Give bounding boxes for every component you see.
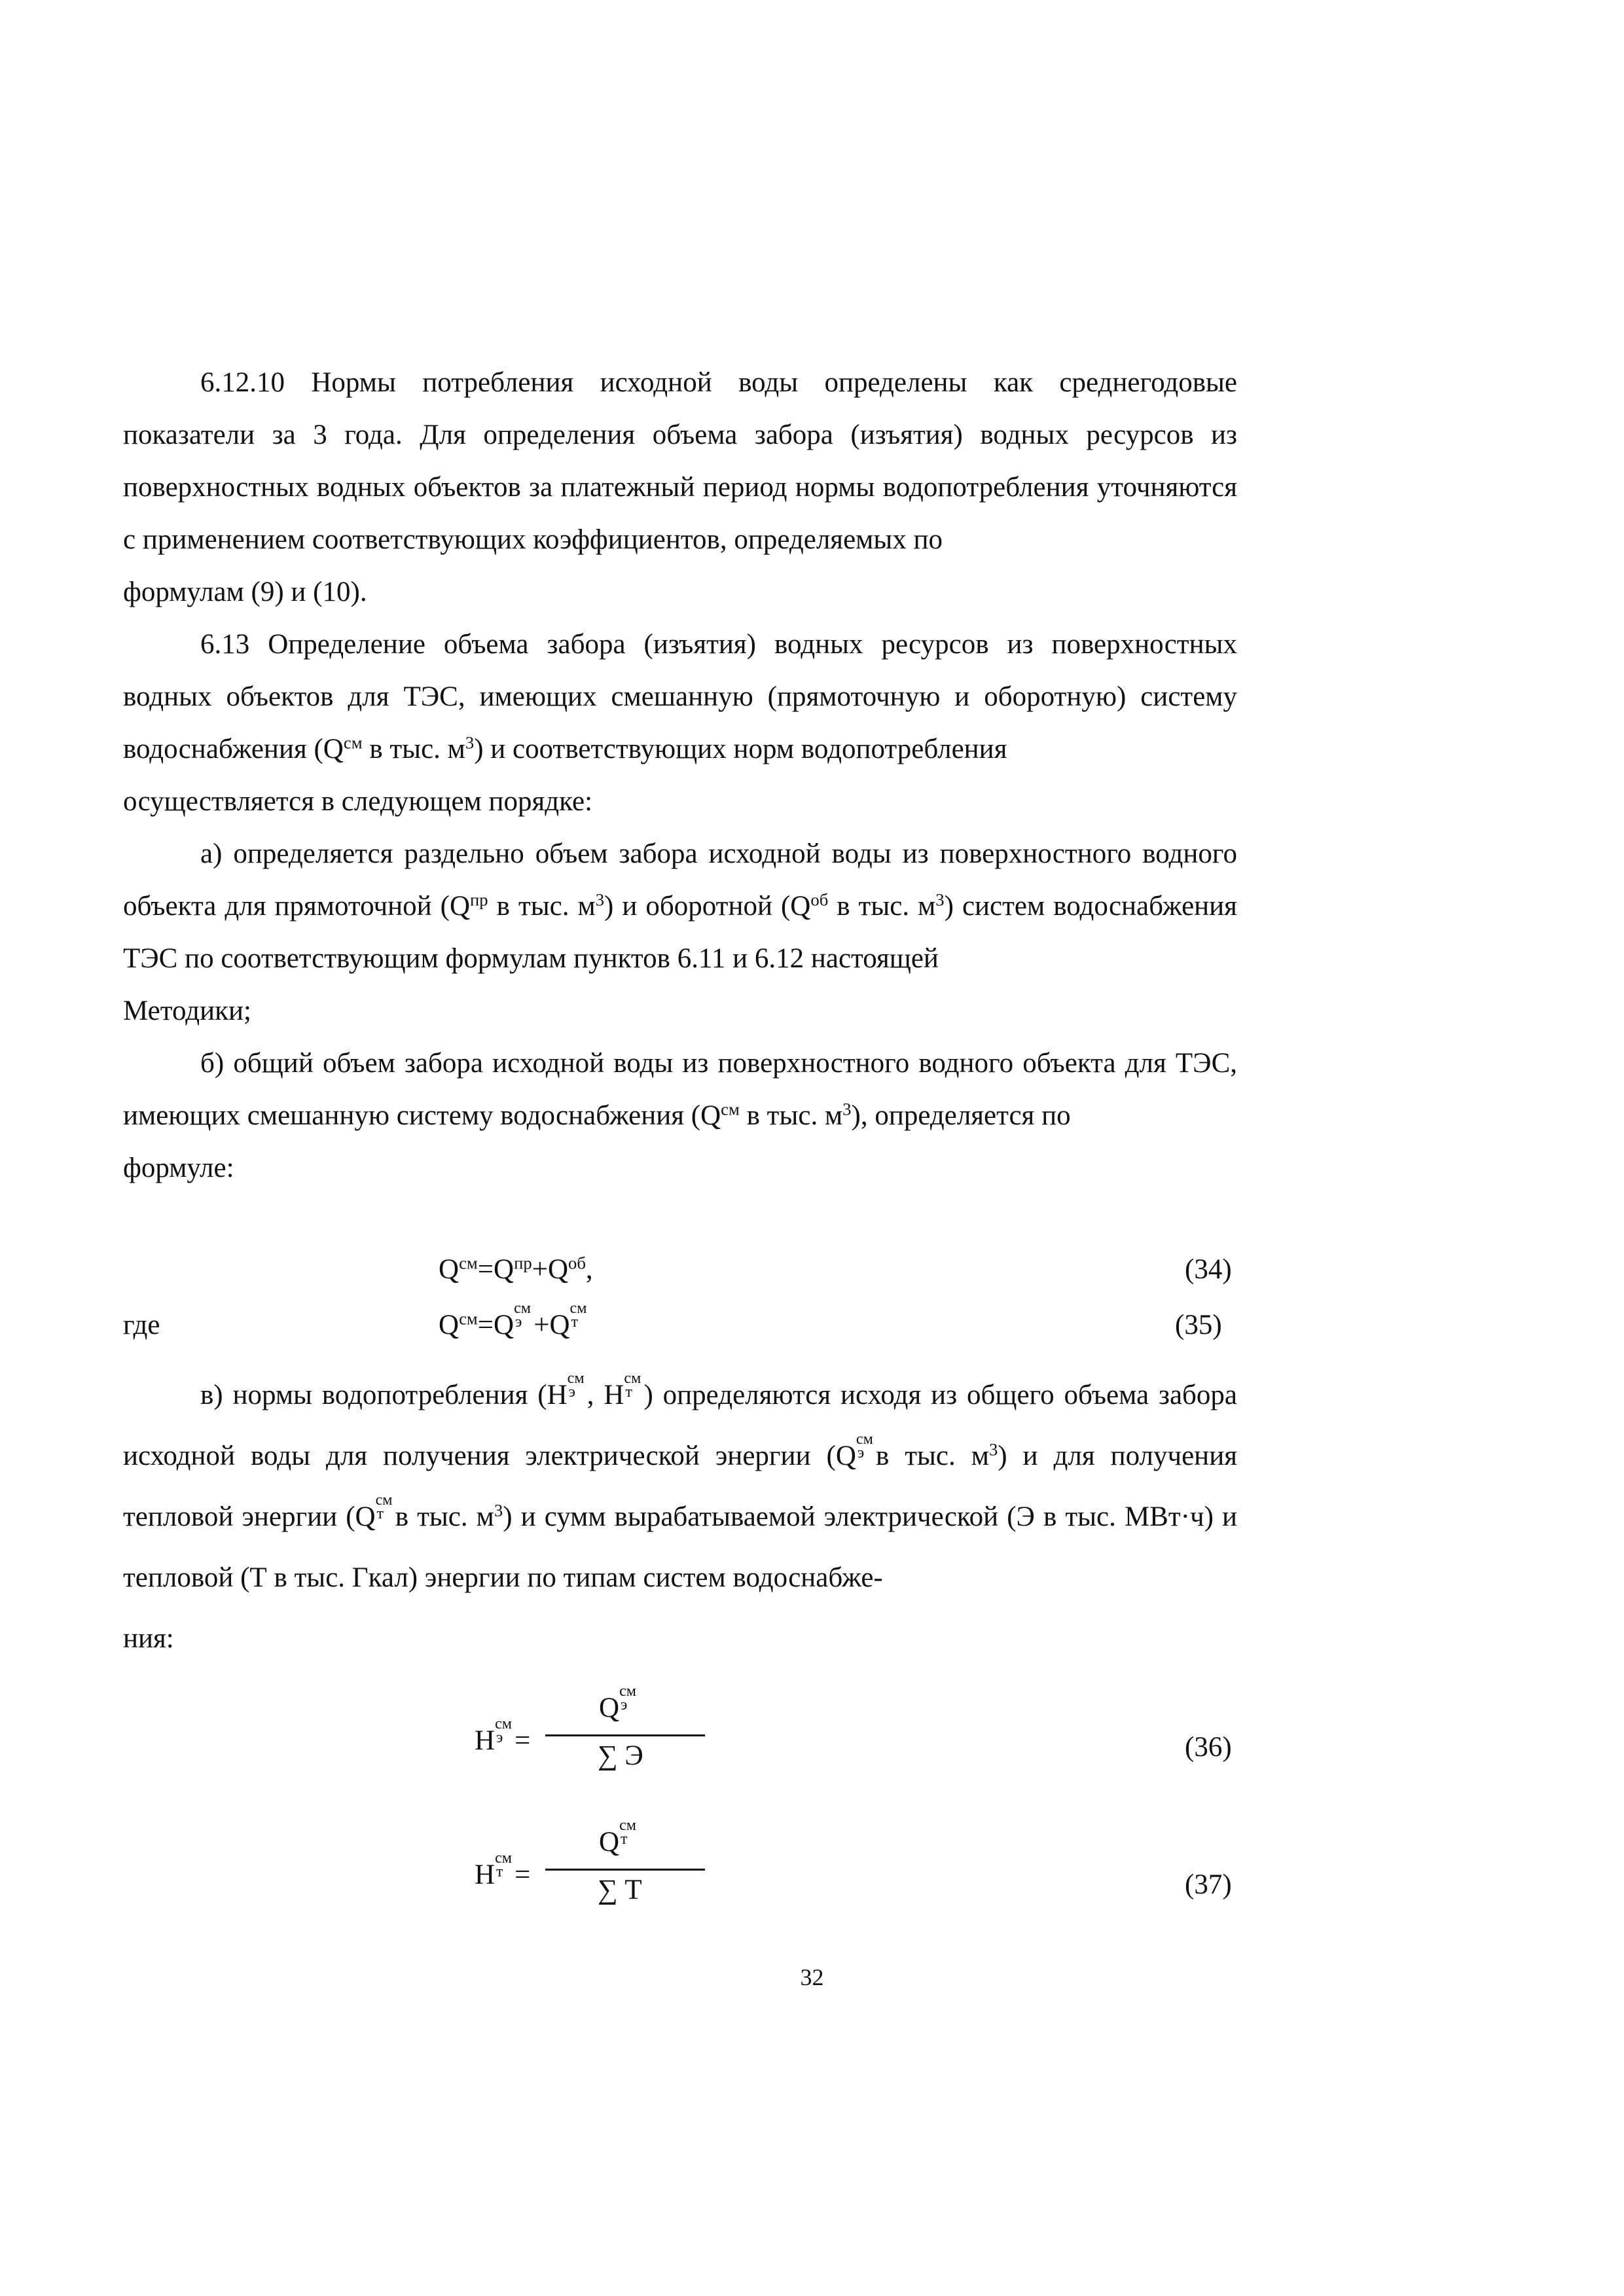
fraction-bar [545,1869,705,1871]
paragraph-6-13: 6.13 Определение объема забора (изъятия) водных ресурсов из поверхностных водных объектов для ТЭС, имеющих смешанную (прямоточную и оборотную) систему водоснабжения ($Q^{см}$ в тыс. $м^3$) и соответствующих норм водопотребления осуществляется в следующем порядке: [123,619,1237,828]
paragraph-6-12-10: 6.12.10 Нормы потребления исходной воды определены как среднегодовые показатели за 3 года. Для определения объема забора (изъятия) водных ресурсов из поверхностных водных объектов за платежный период нормы водопотребления уточняются с применением соответствующих коэффициентов, определяемых по формулам (9) и (10). [123,357,1237,619]
formula-37: Н см т = Q см т ∑ Т [475,1823,710,1921]
paragraph-tail: осуществляется в следующем порядке: [123,786,593,817]
equation-number: (35) [1175,1310,1222,1340]
item-a: а) определяется раздельно объем забора исходной воды из поверхностного водного объекта для прямоточной ($Q^{пр}$ в тыс. $м^3$) и оборотной ($Q^{об}$ в тыс. $м^3$) систем водоснабжения ТЭС по соответствующим формулам пунктов 6.11 и 6.12 настоящей Методики; [123,828,1237,1037]
formula-35: $Q^{см}=Q$ см э +Q см т [439,1300,587,1340]
item-v: в) нормы водопотребления (Н см э , Н см т ) определяются исходя из общего объема забора исходной воды для получения электрической энергии (Q см э в тыс. $м^3$) и для получения тепловой энергии (Q см т в тыс. $м^3$) и сумм вырабатываемой электрической (Э в тыс. МВт·ч) и тепловой (Т в тыс. Гкал) энергии по типам систем водоснабже- ния: [123,1365,1237,1669]
fraction-bar [545,1734,705,1736]
page-number: 32 [800,1964,824,1990]
formula-36: Н см э = Q см э ∑ Э [475,1689,710,1787]
paragraph-tail: ния: [123,1623,174,1654]
paragraph-tail: формулам (9) и (10). [123,577,367,607]
paragraph-tail: Методики; [123,996,251,1026]
paragraph-tail: формуле: [123,1153,234,1183]
where-label: где [123,1310,160,1340]
equation-number: (36) [1185,1732,1232,1763]
item-b: б) общий объем забора исходной воды из поверхностного водного объекта для ТЭС, имеющих смешанную систему водоснабжения ($Q^{см}$ в тыс. $м^3$), определяется по формуле: [123,1037,1237,1194]
equation-number: (37) [1185,1869,1232,1900]
formula-34: $Q^{см}=Q^{пр}+Q^{об}$, [439,1253,593,1285]
equation-number: (34) [1185,1254,1232,1285]
